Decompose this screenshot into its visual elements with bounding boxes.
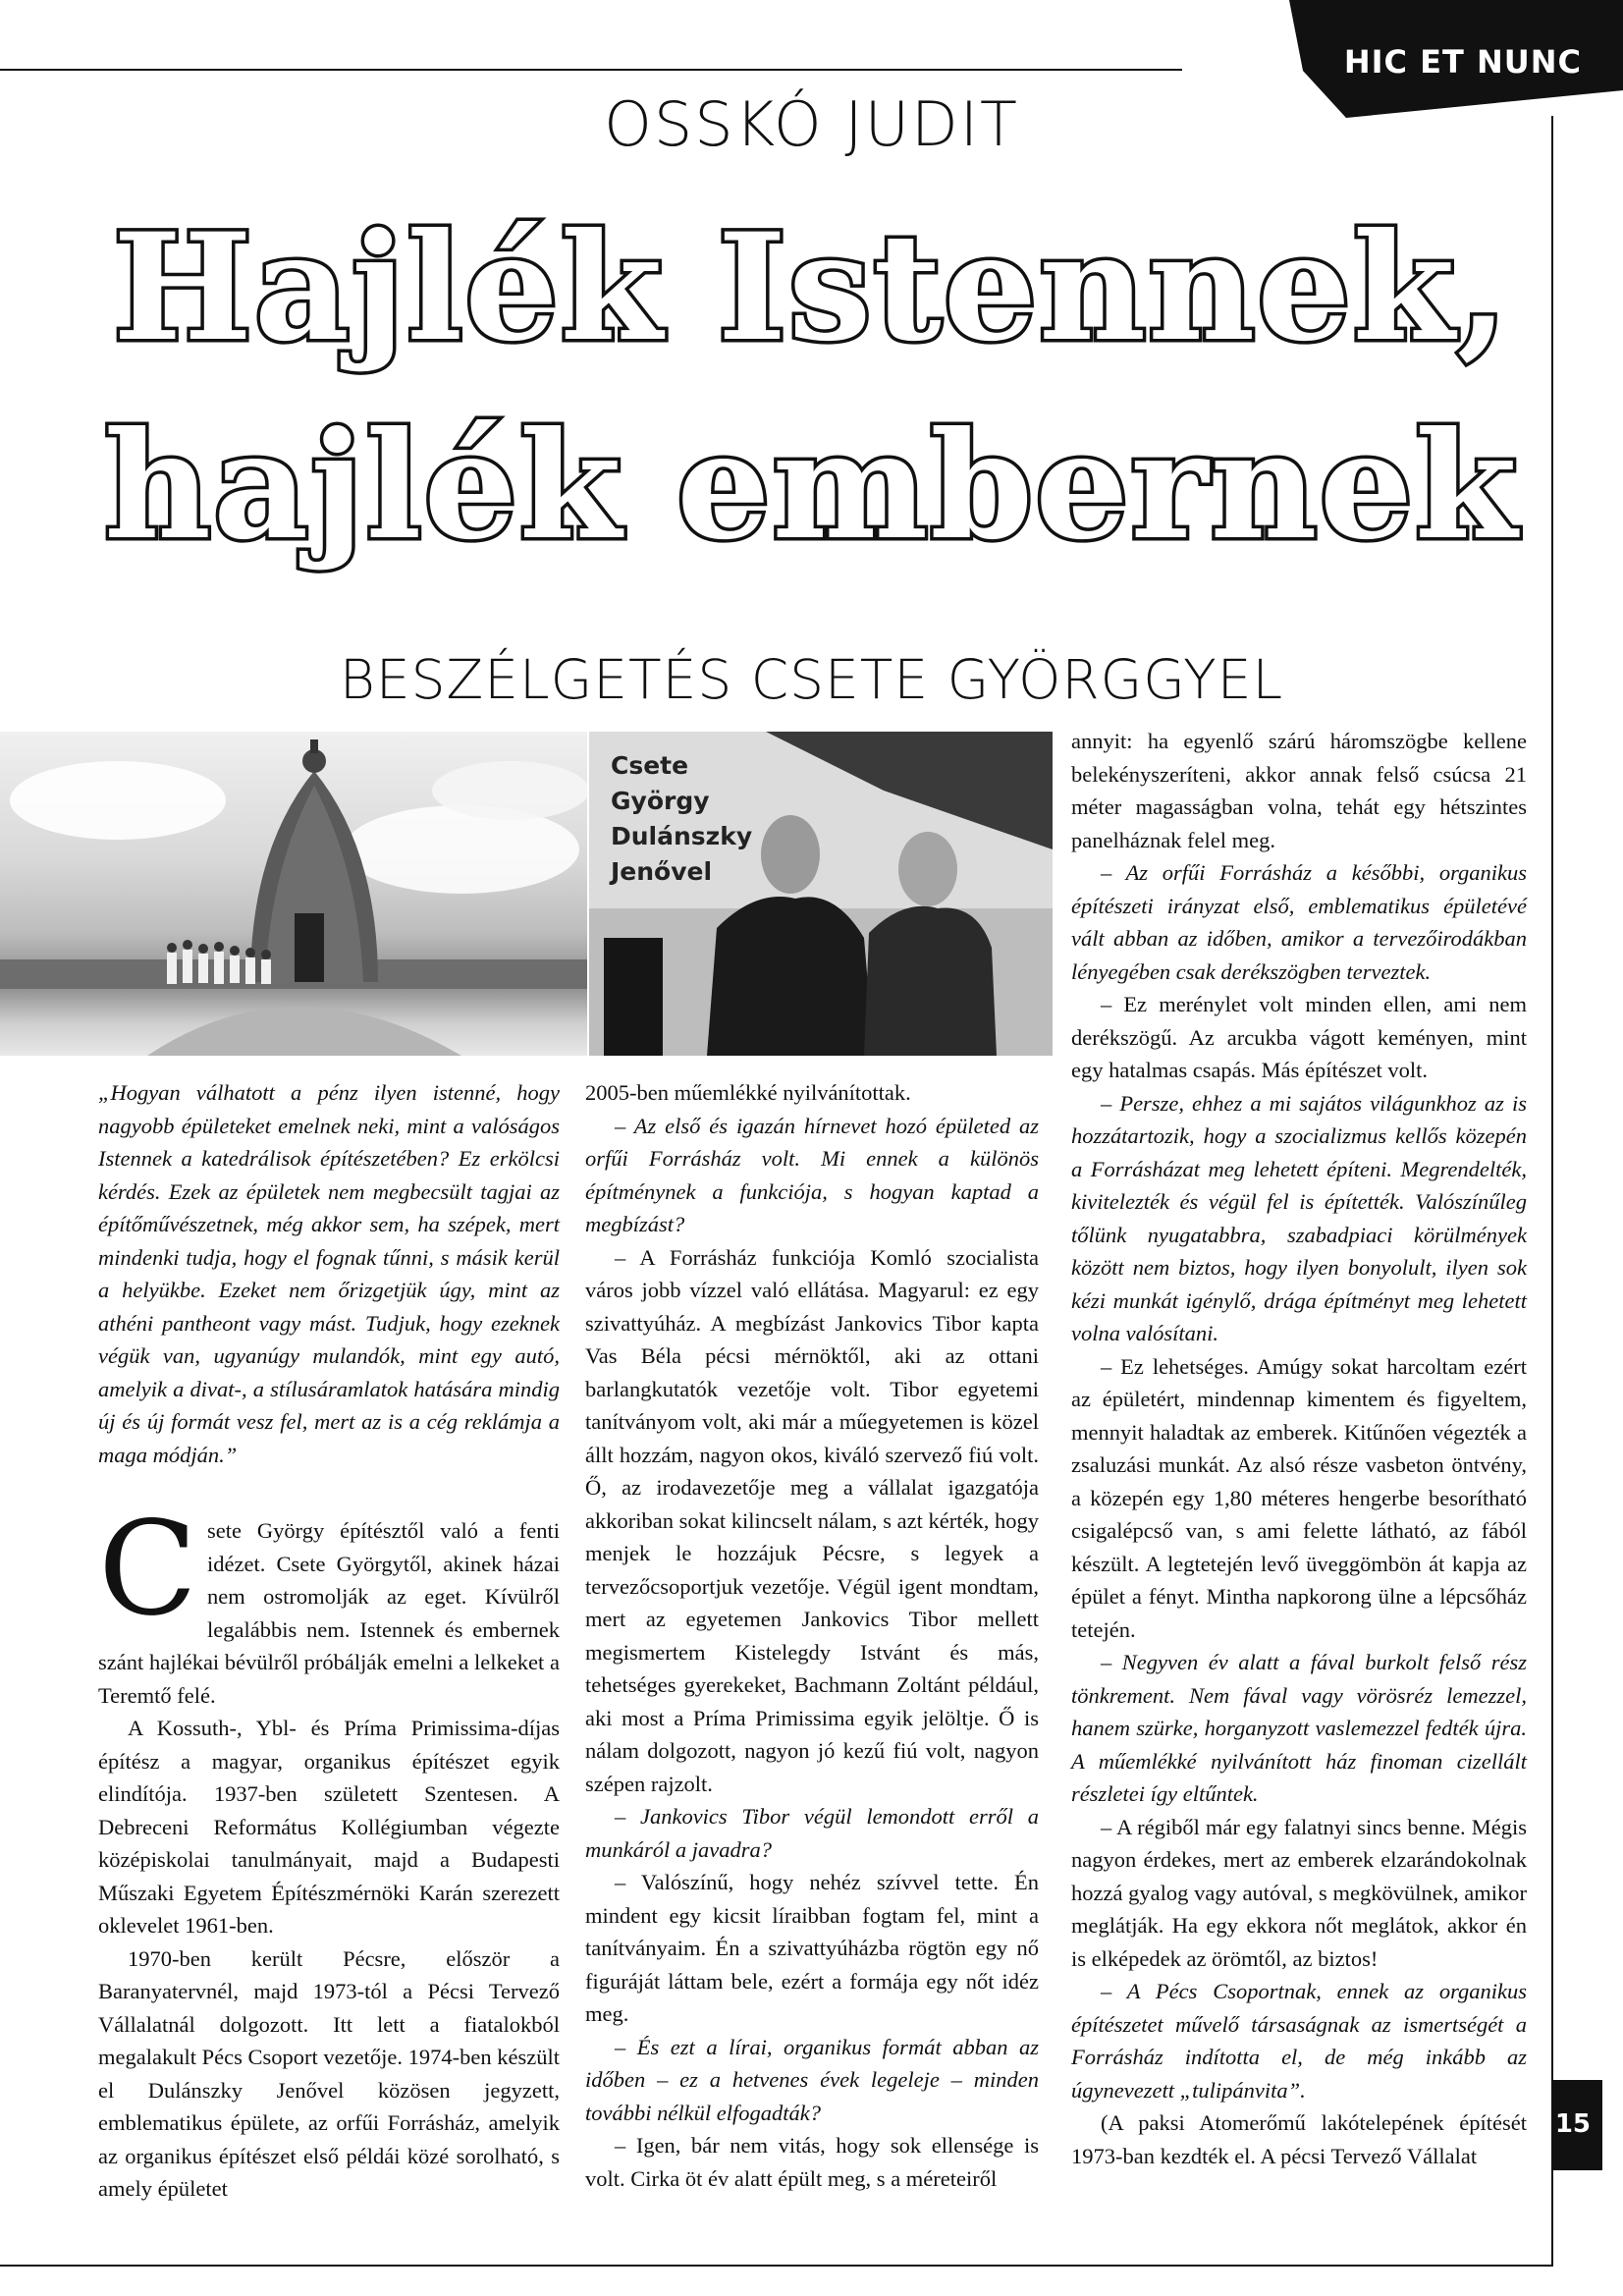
dropcap: C [98, 1494, 197, 1645]
answer: – Igen, bár nem vitás, hogy sok ellensége is volt. Cirka öt év alatt épült meg, s a méreteiről [585, 2133, 1039, 2191]
answer: – Ez merénylet volt minden ellen, ami nem derékszögű. Az arcukba vágott keményen, mint egy hatalmas csapás. Más építészet volt. [1071, 992, 1527, 1082]
frame-line-top [0, 69, 1182, 71]
paragraph: 1970-ben került Pécsre, először a Baranyatervnél, majd 1973-tól a Pécsi Tervező Vállalatnál dolgozott. Itt lett a fiatalokból megalakult Pécs Csoport vezetője. 1974-ben készült el Dulánszky Jenővel közösen jegyzett, emblematikus épülete, az orfűi Forrásház, amelyik az organikus építészet első példái közé sorolható, s amely épületet [98, 1945, 560, 2201]
paragraph: 2005-ben műemlékké nyilvánítottak. [585, 1080, 911, 1105]
photo-caption: Csete György Dulánszky Jenővel [611, 751, 753, 886]
lead-paragraph [98, 1494, 560, 1712]
paragraph: annyit: ha egyenlő szárú háromszögbe kellene belekényszeríteni, akkor annak felső csúcsa 21 méter magasságban volna, tehát egy hétszintes panelháznak felel meg. [1071, 729, 1527, 852]
answer: – A Forrásház funkciója Komló szocialista város jobb vízzel való ellátása. Magyarul: ez egy szivattyúház. A megbízást Jankovics Tibor kapta Vas Béla pécsi mérnöktől, aki az ottani barlangkutatók vezetője volt. Tibor egyetemi tanítványom volt, aki már a műegyetemen is közel állt hozzám, nagyon okos, kiváló szervező fiú volt. Ő, az irodavezetője meg a vállalat igazgatója akkoriban sokat kilincselt nálam, s azt kérték, hogy menjek le hozzájuk Pécsre, s legyek a tervezőcsoportjuk vezetője. Végül igent mondtam, mert az egyetemen Jankovics Tibor mellett megismertem Kistelegdy Istvánt és más, tehetséges gyerekeket, Bachmann Zoltánt például, aki most a Príma Primissima egyik jelöltje. Ő is nálam dolgozott, nagyon jó kezű fiú volt, nagyon szépen rajzolt. [585, 1244, 1039, 1796]
question: – Az első és igazán hírnevet hozó épületed az orfűi Forrásház volt. Mi ennek a különös építménynek a funkciója, s hogyan kaptad a megbízást? [585, 1113, 1039, 1236]
author-name: OSSKÓ JUDIT [604, 88, 1019, 160]
paragraph: A Kossuth-, Ybl- és Príma Primissima-díjas építész a magyar, organikus építészet egyik elindítója. 1937-ben született Szentesen. A Debreceni Református Kollégiumban végezte középiskolai tanulmányait, majd a Budapesti Műszaki Egyetem Építészmérnöki Karán szerezett oklevelet 1961-ben. [98, 1716, 560, 1938]
question: – És ezt a lírai, organikus formát abban az időben – ez a hetvenes évek legeleje – minden további nélkül elfogadták? [585, 2034, 1039, 2125]
question: – Az orfűi Forrásház a későbbi, organikus építészeti irányzat első, emblematikus épületévé vált abban az időben, amikor a tervezőirodákban lényegében csak derékszögben terveztek. [1071, 860, 1527, 984]
forrashaz-photo [0, 732, 587, 1056]
title-line-2: hajlék embernek [103, 400, 1519, 573]
text-column-1 [98, 1076, 560, 2206]
question: – Persze, ehhez a mi sajátos világunkhoz az is hozzátartozik, hogy a szocializmus kellős közepén a Forrásházat meg lehetett építeni. Megrendelték, kivitelezték és végül fel is építették. Valószínűleg tőlünk nyugatabbra, szabadpiaci körülmények között nem biztos, hogy ilyen bonyolult, ilyen sok kézi munkát igénylő, drága építményt meg lehetett volna valósítani. [1071, 1090, 1527, 1345]
answer: – Ez lehetséges. Amúgy sokat harcoltam ezért az épületért, mindennap kimentem és figyeltem, mennyit haladtak az emberek. Kitűnően végezték a zsaluzási munkát. Az alsó része vasbeton öntvény, a közepén egy 1,80 méteres hengerbe besorítható csigalépcső van, s ami felette látható, az fából készült. A legtetején levő üveggömbön át kapja az épület a fényt. Mintha napkorong ülne a lépcsőház tetején. [1071, 1353, 1527, 1642]
paragraph: (A paksi Atomerőmű lakótelepének építését 1973-ban kezdték el. A pécsi Tervező Vállalat [1071, 2110, 1527, 2168]
subtitle: BESZÉLGETÉS CSETE GYÖRGGYEL [339, 648, 1284, 711]
lead-paragraph-text: sete György építésztől való a fenti idézet. Csete Györgytől, akinek házai nem ostromolják az eget. Kívülről legalábbis nem. Istennek és embernek szánt hajlékai bévülről próbálják emelni a lelkeket a Teremtő felé. [98, 1518, 560, 1708]
text-column-2 [585, 1076, 1039, 2195]
question: – A Pécs Csoportnak, ennek az organikus építészetet művelő társaságnak az ismertségét a Forrásház indította el, de még inkább az úgynevezett „tulipánvita”. [1071, 1979, 1527, 2103]
section-tab-label: HIC ET NUNC [1343, 43, 1582, 81]
intro-quote: „Hogyan válhatott a pénz ilyen istenné, hogy nagyobb épületeket emelnek neki, mint a valóságos Istennek a katedrálisok építészetében? Ez erkölcsi kérdés. Ezek az épületek nem megbecsült tagjai az építőművészetnek, még akkor sem, ha szépek, mert mindenki tudja, hogy el fognak tűnni, s másik kerül a helyükbe. Ezeket nem őrizgetjük úgy, mint az athéni pantheont vagy mást. Tudjuk, hogy ezeknek végük van, ugyanúgy mulandók, mint egy autó, amelyik a divat-, a stílusáramlatok hatására mindig új és új formát vesz fel, mert az is a cég reklámja a maga módján.” [98, 1080, 560, 1467]
answer: – A régiből már egy falatnyi sincs benne. Mégis nagyon érdekes, mert az emberek elzarándokolnak hozzá gyalog vagy autóval, s megkövülnek, amikor meglátják. Ha egy ekkora nőt meglátok, akkor én is elképedek az örömtől, az biztos! [1071, 1814, 1527, 1971]
text-column-3 [1071, 725, 1527, 2172]
answer: – Valószínű, hogy nehéz szívvel tette. Én mindent egy kicsit líraibban fogtam fel, mint a tanítványaim. Én a szivattyúházba rögtön egy nő figuráját láttam bele, ezért a formája egy nőt idéz meg. [585, 1870, 1039, 2026]
title-line-1: Hajlék Istennek, [113, 201, 1510, 374]
page-number-tab [1551, 2080, 1602, 2170]
frame-line-bottom [0, 2265, 1553, 2267]
page-number: 15 [1554, 2109, 1591, 2139]
question: – Negyven év alatt a fával burkolt felső rész tönkrement. Nem fával vagy vörösréz lemezzel, hanem szürke, horganyzott vaslemezzel fedték újra. A műemlékké nyilvánított ház finoman cizellált részletei így eltűntek. [1071, 1650, 1527, 1806]
question: – Jankovics Tibor végül lemondott erről a munkáról a javadra? [585, 1804, 1039, 1862]
